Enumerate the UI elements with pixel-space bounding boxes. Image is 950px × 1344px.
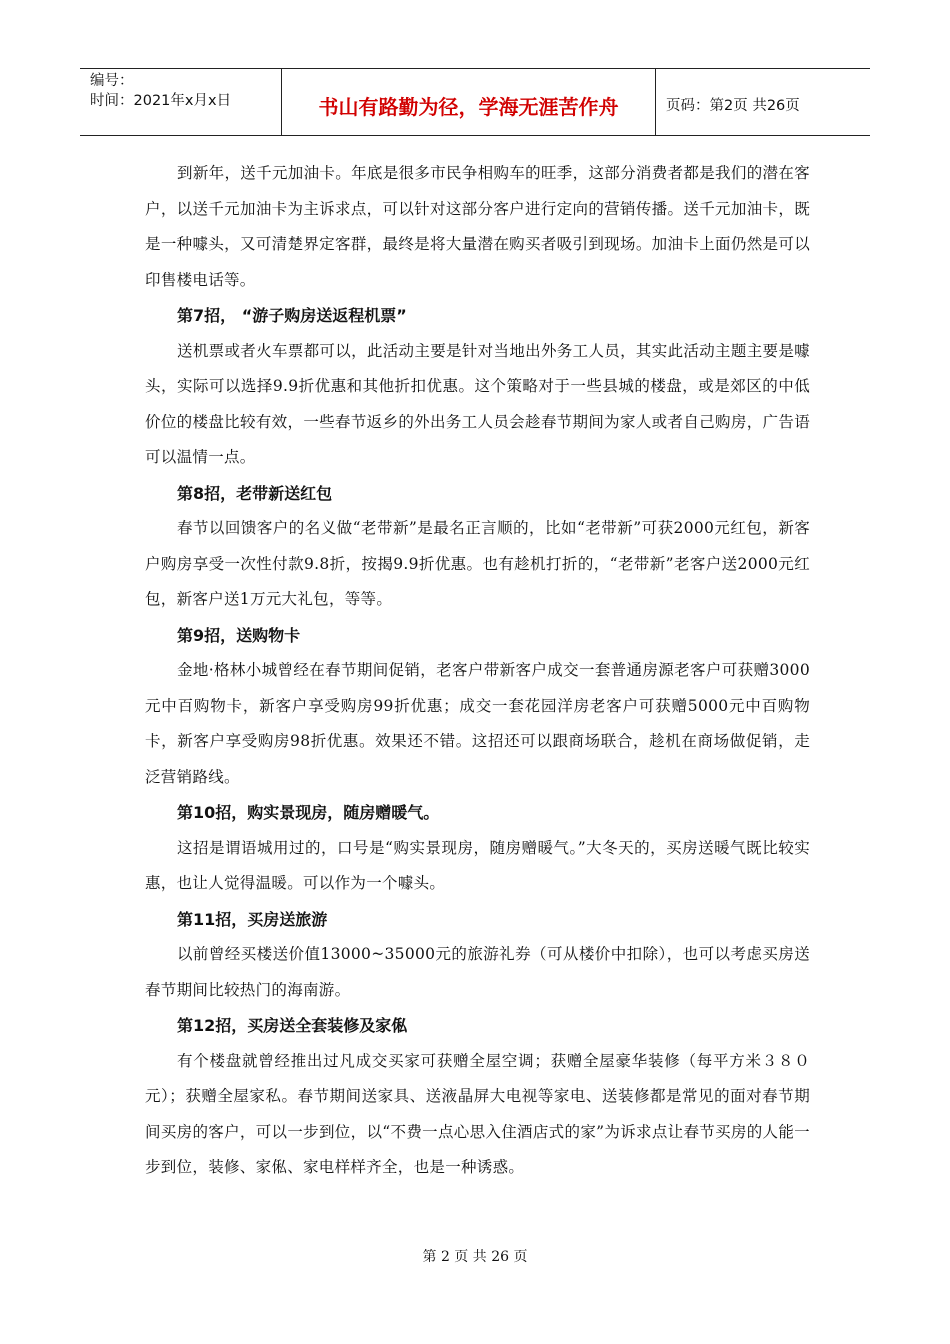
document-body	[145, 156, 810, 1186]
section-heading: 第7招， “游子购房送返程机票”	[177, 306, 407, 325]
document-date: 时间：2021年x月x日	[90, 93, 232, 109]
section-heading: 第11招，买房送旅游	[177, 909, 328, 929]
section-heading: 第8招，老带新送红包	[177, 483, 333, 503]
body-paragraph: 有个楼盘就曾经推出过凡成交买家可获赠全屋空调；获赠全屋豪华装修（每平方米３８０元）；获赠全屋家私。春节期间送家具、送液晶屏大电视等家电、送装修都是常见的面对春节期间买房的客户，可以一步到位，以“不费一点心思入住酒店式的家”为诉求点让春节买房的人能一步到位，装修、家俬、家电样样齐全，也是一种诱惑。	[145, 1051, 810, 1176]
header-motto: 书山有路勤为径，学海无涯苦作舟	[282, 69, 656, 135]
body-paragraph: 这招是谓语城用过的，口号是“购实景现房，随房赠暖气。”大冬天的，买房送暖气既比较实惠，也让人觉得温暖。可以作为一个噱头。	[145, 838, 810, 892]
body-paragraph: 送机票或者火车票都可以，此活动主要是针对当地出外务工人员，其实此活动主题主要是噱头，实际可以选择9.9折优惠和其他折扣优惠。这个策略对于一些县城的楼盘，或是郊区的中低价位的楼盘比较有效，一些春节返乡的外出务工人员会趁春节期间为家人或者自己购房，广告语可以温情一点。	[145, 341, 810, 466]
body-paragraph: 以前曾经买楼送价值13000~35000元的旅游礼券（可从楼价中扣除），也可以考虑买房送春节期间比较热门的海南游。	[145, 945, 810, 999]
section-heading: 第12招，买房送全套装修及家俬	[177, 1016, 408, 1035]
page-header	[80, 68, 870, 136]
page-footer: 第 2 页 共 26 页	[422, 1249, 528, 1265]
header-page-number: 页码：第2页 共26页	[666, 97, 800, 114]
document-number-label: 编号：	[90, 73, 134, 89]
body-paragraph: 春节以回馈客户的名义做“老带新”是最名正言顺的，比如“老带新”可获2000元红包，新客户购房享受一次性付款9.8折，按揭9.9折优惠。也有趁机打折的，“老带新”老客户送2000元红包，新客户送1万元大礼包，等等。	[145, 519, 810, 608]
header-meta	[80, 69, 282, 135]
body-paragraph: 到新年，送千元加油卡。年底是很多市民争相购车的旺季，这部分消费者都是我们的潜在客户，以送千元加油卡为主诉求点，可以针对这部分客户进行定向的营销传播。送千元加油卡，既是一种噱头，又可清楚界定客群，最终是将大量潜在购买者吸引到现场。加油卡上面仍然是可以印售楼电话等。	[145, 164, 810, 289]
section-heading: 第9招，送购物卡	[177, 625, 301, 645]
section-heading: 第10招，购实景现房，随房赠暖气。	[177, 803, 440, 822]
body-paragraph: 金地·格林小城曾经在春节期间促销，老客户带新客户成交一套普通房源老客户可获赠3000元中百购物卡，新客户享受购房99折优惠；成交一套花园洋房老客户可获赠5000元中百购物卡，新客户享受购房98折优惠。效果还不错。这招还可以跟商场联合，趁机在商场做促销，走泛营销路线。	[145, 661, 810, 786]
